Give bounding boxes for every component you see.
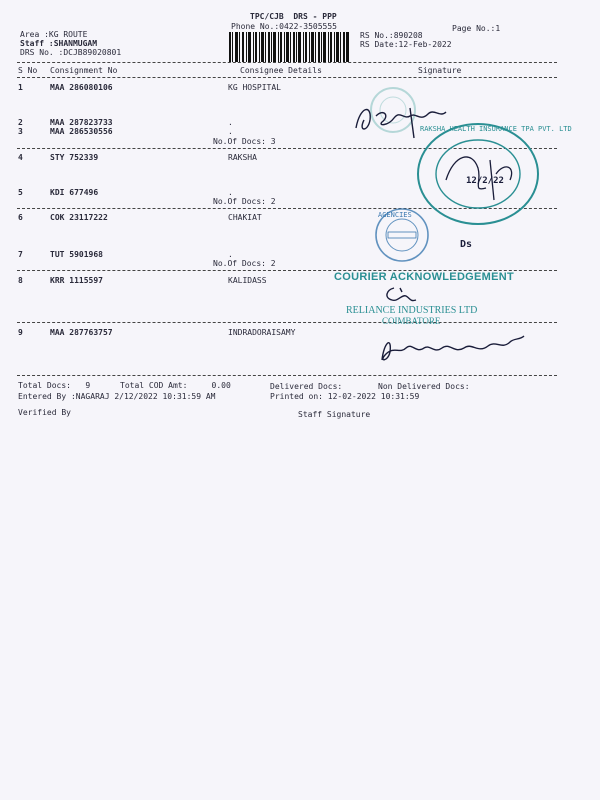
page-number: Page No.:1: [452, 24, 501, 33]
phone-number: Phone No.:0422-3505555: [231, 22, 337, 31]
report-title: TPC/CJB DRS - PPP: [250, 12, 337, 21]
entered-by: Entered By :NAGARAJ 2/12/2022 10:31:59 AM: [18, 392, 216, 401]
row-sno: 2: [18, 118, 23, 127]
row-consignee: .: [228, 118, 233, 127]
row-consignee: KG HOSPITAL: [228, 83, 281, 92]
row-sno: 6: [18, 213, 23, 222]
divider: [17, 322, 557, 323]
reliance-stamp-line2: COIMBATORE: [382, 316, 441, 326]
delivered-docs: Delivered Docs:: [270, 382, 343, 391]
rs-date: RS Date:12-Feb-2022: [360, 40, 452, 49]
row-consignment: KDI 677496: [50, 188, 99, 197]
non-delivered-docs: Non Delivered Docs:: [378, 382, 470, 391]
total-cod: Total COD Amt: 0.00: [120, 381, 231, 390]
total-docs: Total Docs: 9: [18, 381, 91, 390]
row-consignment: KRR 1115597: [50, 276, 103, 285]
area-label: Area :KG ROUTE: [20, 30, 88, 39]
divider: [17, 375, 557, 376]
barcode: [229, 32, 349, 62]
row-sno: 8: [18, 276, 23, 285]
docs-count: No.Of Docs: 2: [213, 259, 276, 268]
divider: [17, 62, 557, 63]
row-consignee: .: [228, 188, 233, 197]
docs-count: No.Of Docs: 2: [213, 197, 276, 206]
courier-ack-stamp: COURIER ACKNOWLEDGEMENT: [334, 271, 515, 283]
divider: [17, 77, 557, 78]
column-sno: S No: [18, 66, 38, 75]
agencies-stamp-text: AGENCIES: [378, 211, 412, 219]
signature-3: [374, 332, 530, 366]
reliance-stamp-line1: RELIANCE INDUSTRIES LTD: [346, 305, 478, 316]
staff-signature: Staff Signature: [298, 410, 371, 419]
row-consignment: MAA 287823733: [50, 118, 113, 127]
row-consignee: INDRADORAISAMY: [228, 328, 296, 337]
row-sno: 5: [18, 188, 23, 197]
row-sno: 7: [18, 250, 23, 259]
row-consignment: MAA 286530556: [50, 127, 113, 136]
column-consignment: Consignment No: [50, 66, 118, 75]
row-consignment: MAA 287763757: [50, 328, 113, 337]
verified-by: Verified By: [18, 408, 71, 417]
row-consignment: COK 23117222: [50, 213, 108, 222]
row-sno: 4: [18, 153, 23, 162]
row-consignee: .: [228, 250, 233, 259]
raksha-stamp-text: RAKSHA HEALTH INSURANCE TPA PVT. LTD: [420, 125, 572, 133]
printed-on: Printed on: 12-02-2022 10:31:59: [270, 392, 420, 401]
stamp-date: 12/2/22: [466, 176, 504, 186]
column-signature: Signature: [418, 66, 462, 75]
rs-number: RS No.:890208: [360, 31, 423, 40]
row-sno: 1: [18, 83, 23, 92]
row-consignment: MAA 286080106: [50, 83, 113, 92]
signature-2: [380, 284, 420, 306]
row-consignee: KALIDASS: [228, 276, 267, 285]
row-consignment: STY 752339: [50, 153, 99, 162]
row-sno: 9: [18, 328, 23, 337]
row-consignee: .: [228, 127, 233, 136]
row-consignee: RAKSHA: [228, 153, 257, 162]
handwritten-mark: Ds: [460, 239, 473, 250]
row-consignee: CHAKIAT: [228, 213, 262, 222]
row-sno: 3: [18, 127, 23, 136]
row-consignment: TUT 5901968: [50, 250, 103, 259]
column-consignee: Consignee Details: [240, 66, 322, 75]
docs-count: No.Of Docs: 3: [213, 137, 276, 146]
staff-label: Staff :SHANMUGAM: [20, 39, 98, 48]
drs-number: DRS No. :DCJB89020801: [20, 48, 122, 57]
